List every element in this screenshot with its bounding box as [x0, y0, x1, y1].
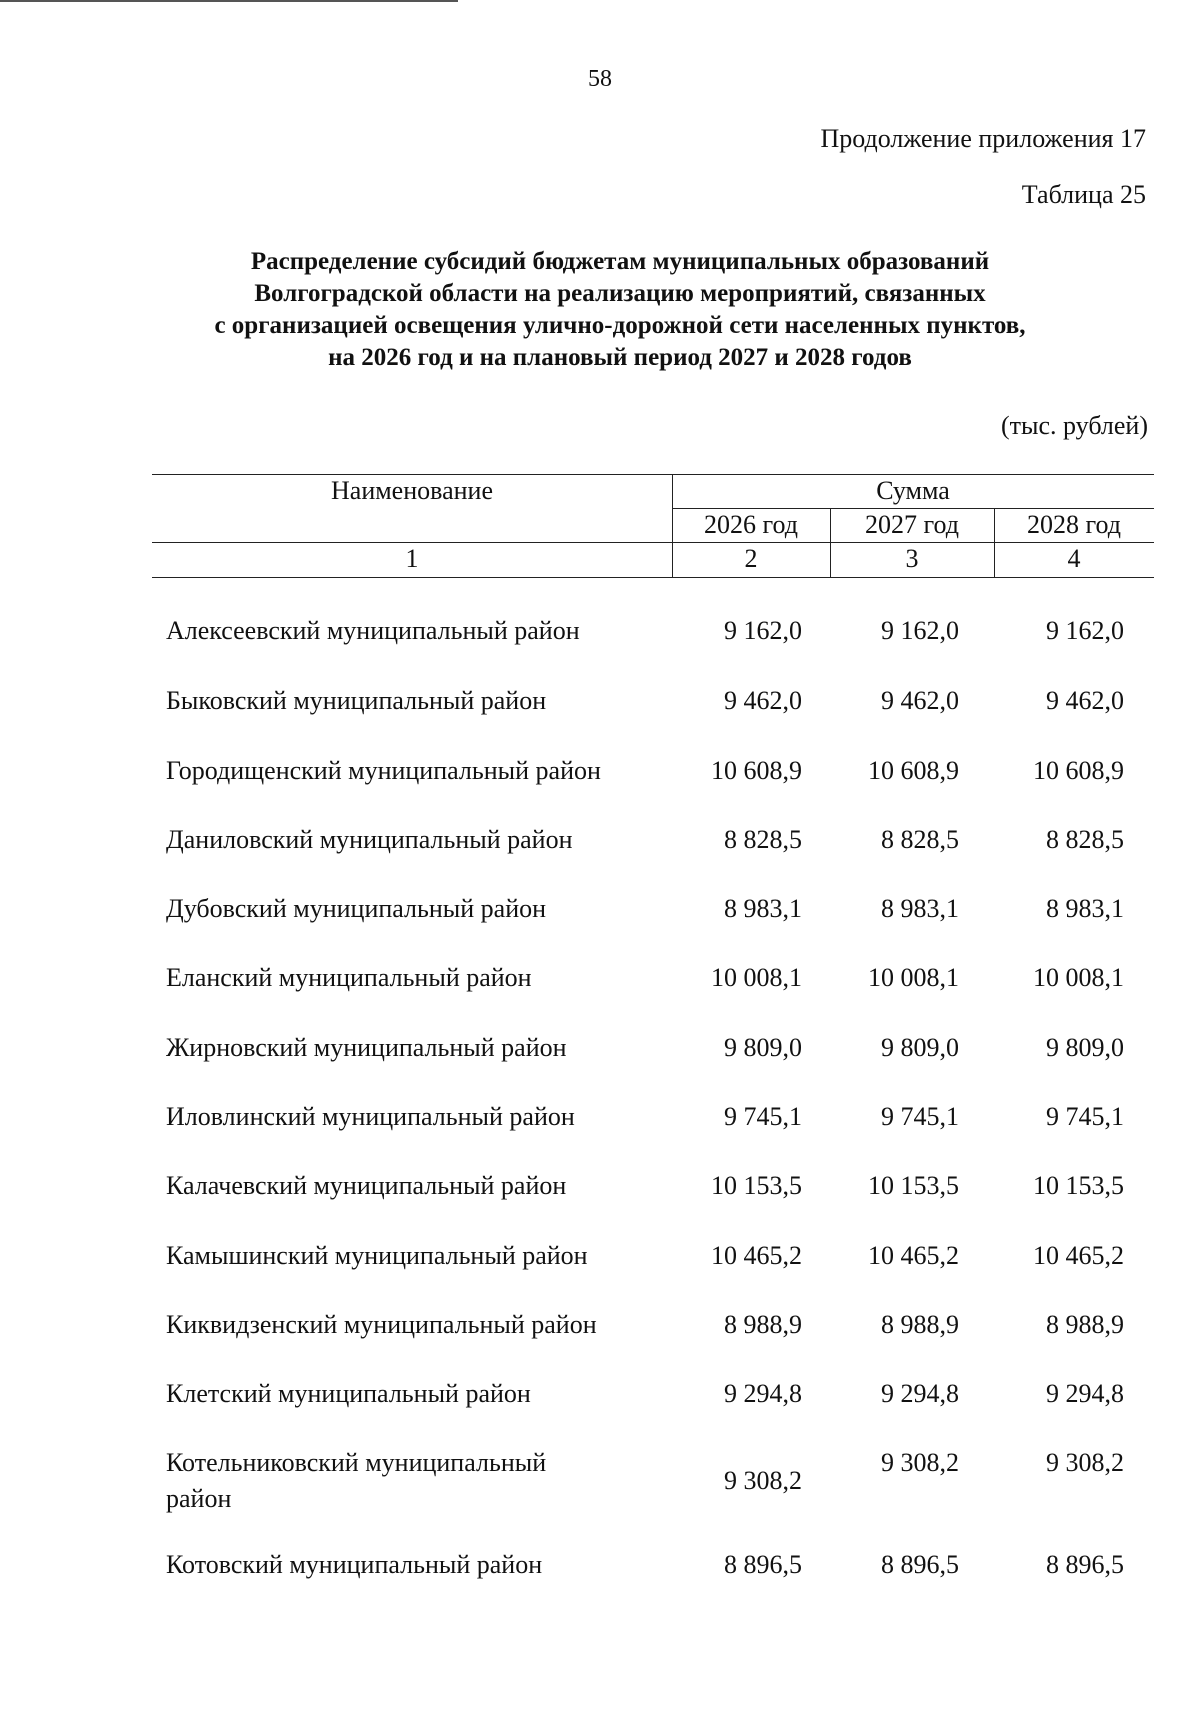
column-number-2: 2 — [744, 544, 758, 573]
value-2026: 9 308,2 — [724, 1466, 802, 1495]
value-2028: 8 896,5 — [1046, 1550, 1124, 1579]
value-2026: 8 828,5 — [724, 825, 802, 854]
value-2028: 9 308,2 — [1046, 1448, 1124, 1477]
value-2026: 8 896,5 — [724, 1550, 802, 1579]
value-2027: 8 896,5 — [881, 1550, 959, 1579]
value-2028: 8 988,9 — [1046, 1310, 1124, 1339]
column-number-1: 1 — [405, 544, 419, 573]
value-2028: 8 983,1 — [1046, 894, 1124, 923]
row-name: Алексеевский муниципальный район — [166, 616, 580, 645]
value-2028: 9 809,0 — [1046, 1033, 1124, 1062]
value-2026: 10 153,5 — [711, 1171, 802, 1200]
value-2027: 10 608,9 — [868, 756, 959, 785]
title-line: с организацией освещения улично-дорожной сети населенных пунктов, — [214, 312, 1026, 339]
row-name: Еланский муниципальный район — [166, 963, 532, 992]
value-2026: 10 608,9 — [711, 756, 802, 785]
column-number-3: 3 — [905, 544, 919, 573]
value-2027: 9 294,8 — [881, 1379, 959, 1408]
value-2027: 8 983,1 — [881, 894, 959, 923]
row-name: Городищенский муниципальный район — [166, 756, 601, 785]
header-name: Наименование — [331, 476, 493, 505]
page-number: 58 — [588, 66, 612, 92]
value-2026: 9 294,8 — [724, 1379, 802, 1408]
value-2028: 10 008,1 — [1033, 963, 1124, 992]
value-2026: 8 988,9 — [724, 1310, 802, 1339]
value-2028: 10 608,9 — [1033, 756, 1124, 785]
value-2026: 10 008,1 — [711, 963, 802, 992]
value-2027: 9 462,0 — [881, 686, 959, 715]
row-name: Котовский муниципальный район — [166, 1550, 543, 1579]
value-2027: 9 745,1 — [881, 1102, 959, 1131]
value-2027: 10 008,1 — [868, 963, 959, 992]
row-name: Дубовский муниципальный район — [166, 894, 547, 923]
value-2026: 8 983,1 — [724, 894, 802, 923]
value-2028: 9 162,0 — [1046, 616, 1124, 645]
row-name: Даниловский муниципальный район — [166, 825, 573, 854]
value-2028: 10 153,5 — [1033, 1171, 1124, 1200]
header-year-2026: 2026 год — [704, 510, 798, 539]
value-2027: 8 828,5 — [881, 825, 959, 854]
table-number: Таблица 25 — [1021, 180, 1146, 209]
row-name: Котельниковский муниципальный район — [166, 1448, 547, 1513]
value-2027: 9 308,2 — [881, 1448, 959, 1477]
value-2028: 9 294,8 — [1046, 1379, 1124, 1408]
header-sum: Сумма — [876, 476, 950, 505]
row-name: Иловлинский муниципальный район — [166, 1102, 575, 1131]
title-line: Волгоградской области на реализацию мероприятий, связанных — [254, 280, 986, 307]
title-line: на 2026 год и на плановый период 2027 и 2028 годов — [328, 344, 912, 371]
row-name: Клетский муниципальный район — [166, 1379, 531, 1408]
value-2028: 9 745,1 — [1046, 1102, 1124, 1131]
value-2026: 10 465,2 — [711, 1241, 802, 1270]
value-2026: 9 462,0 — [724, 686, 802, 715]
row-name: Калачевский муниципальный район — [166, 1171, 567, 1200]
value-2026: 9 745,1 — [724, 1102, 802, 1131]
value-2028: 8 828,5 — [1046, 825, 1124, 854]
value-2027: 9 162,0 — [881, 616, 959, 645]
value-2026: 9 809,0 — [724, 1033, 802, 1062]
column-number-4: 4 — [1067, 544, 1081, 573]
row-name: Камышинский муниципальный район — [166, 1241, 588, 1270]
value-2026: 9 162,0 — [724, 616, 802, 645]
units-note: (тыс. рублей) — [1000, 411, 1148, 440]
value-2027: 9 809,0 — [881, 1033, 959, 1062]
value-2027: 8 988,9 — [881, 1310, 959, 1339]
value-2028: 9 462,0 — [1046, 686, 1124, 715]
appendix-note: Продолжение приложения 17 — [820, 124, 1146, 153]
value-2027: 10 465,2 — [868, 1241, 959, 1270]
header-year-2027: 2027 год — [865, 510, 959, 539]
row-name: Киквидзенский муниципальный район — [166, 1310, 597, 1339]
value-2027: 10 153,5 — [868, 1171, 959, 1200]
row-name: Быковский муниципальный район — [166, 686, 547, 715]
title-line: Распределение субсидий бюджетам муниципальных образований — [250, 248, 990, 275]
header-year-2028: 2028 год — [1027, 510, 1121, 539]
row-name: Жирновский муниципальный район — [166, 1033, 567, 1062]
value-2028: 10 465,2 — [1033, 1241, 1124, 1270]
